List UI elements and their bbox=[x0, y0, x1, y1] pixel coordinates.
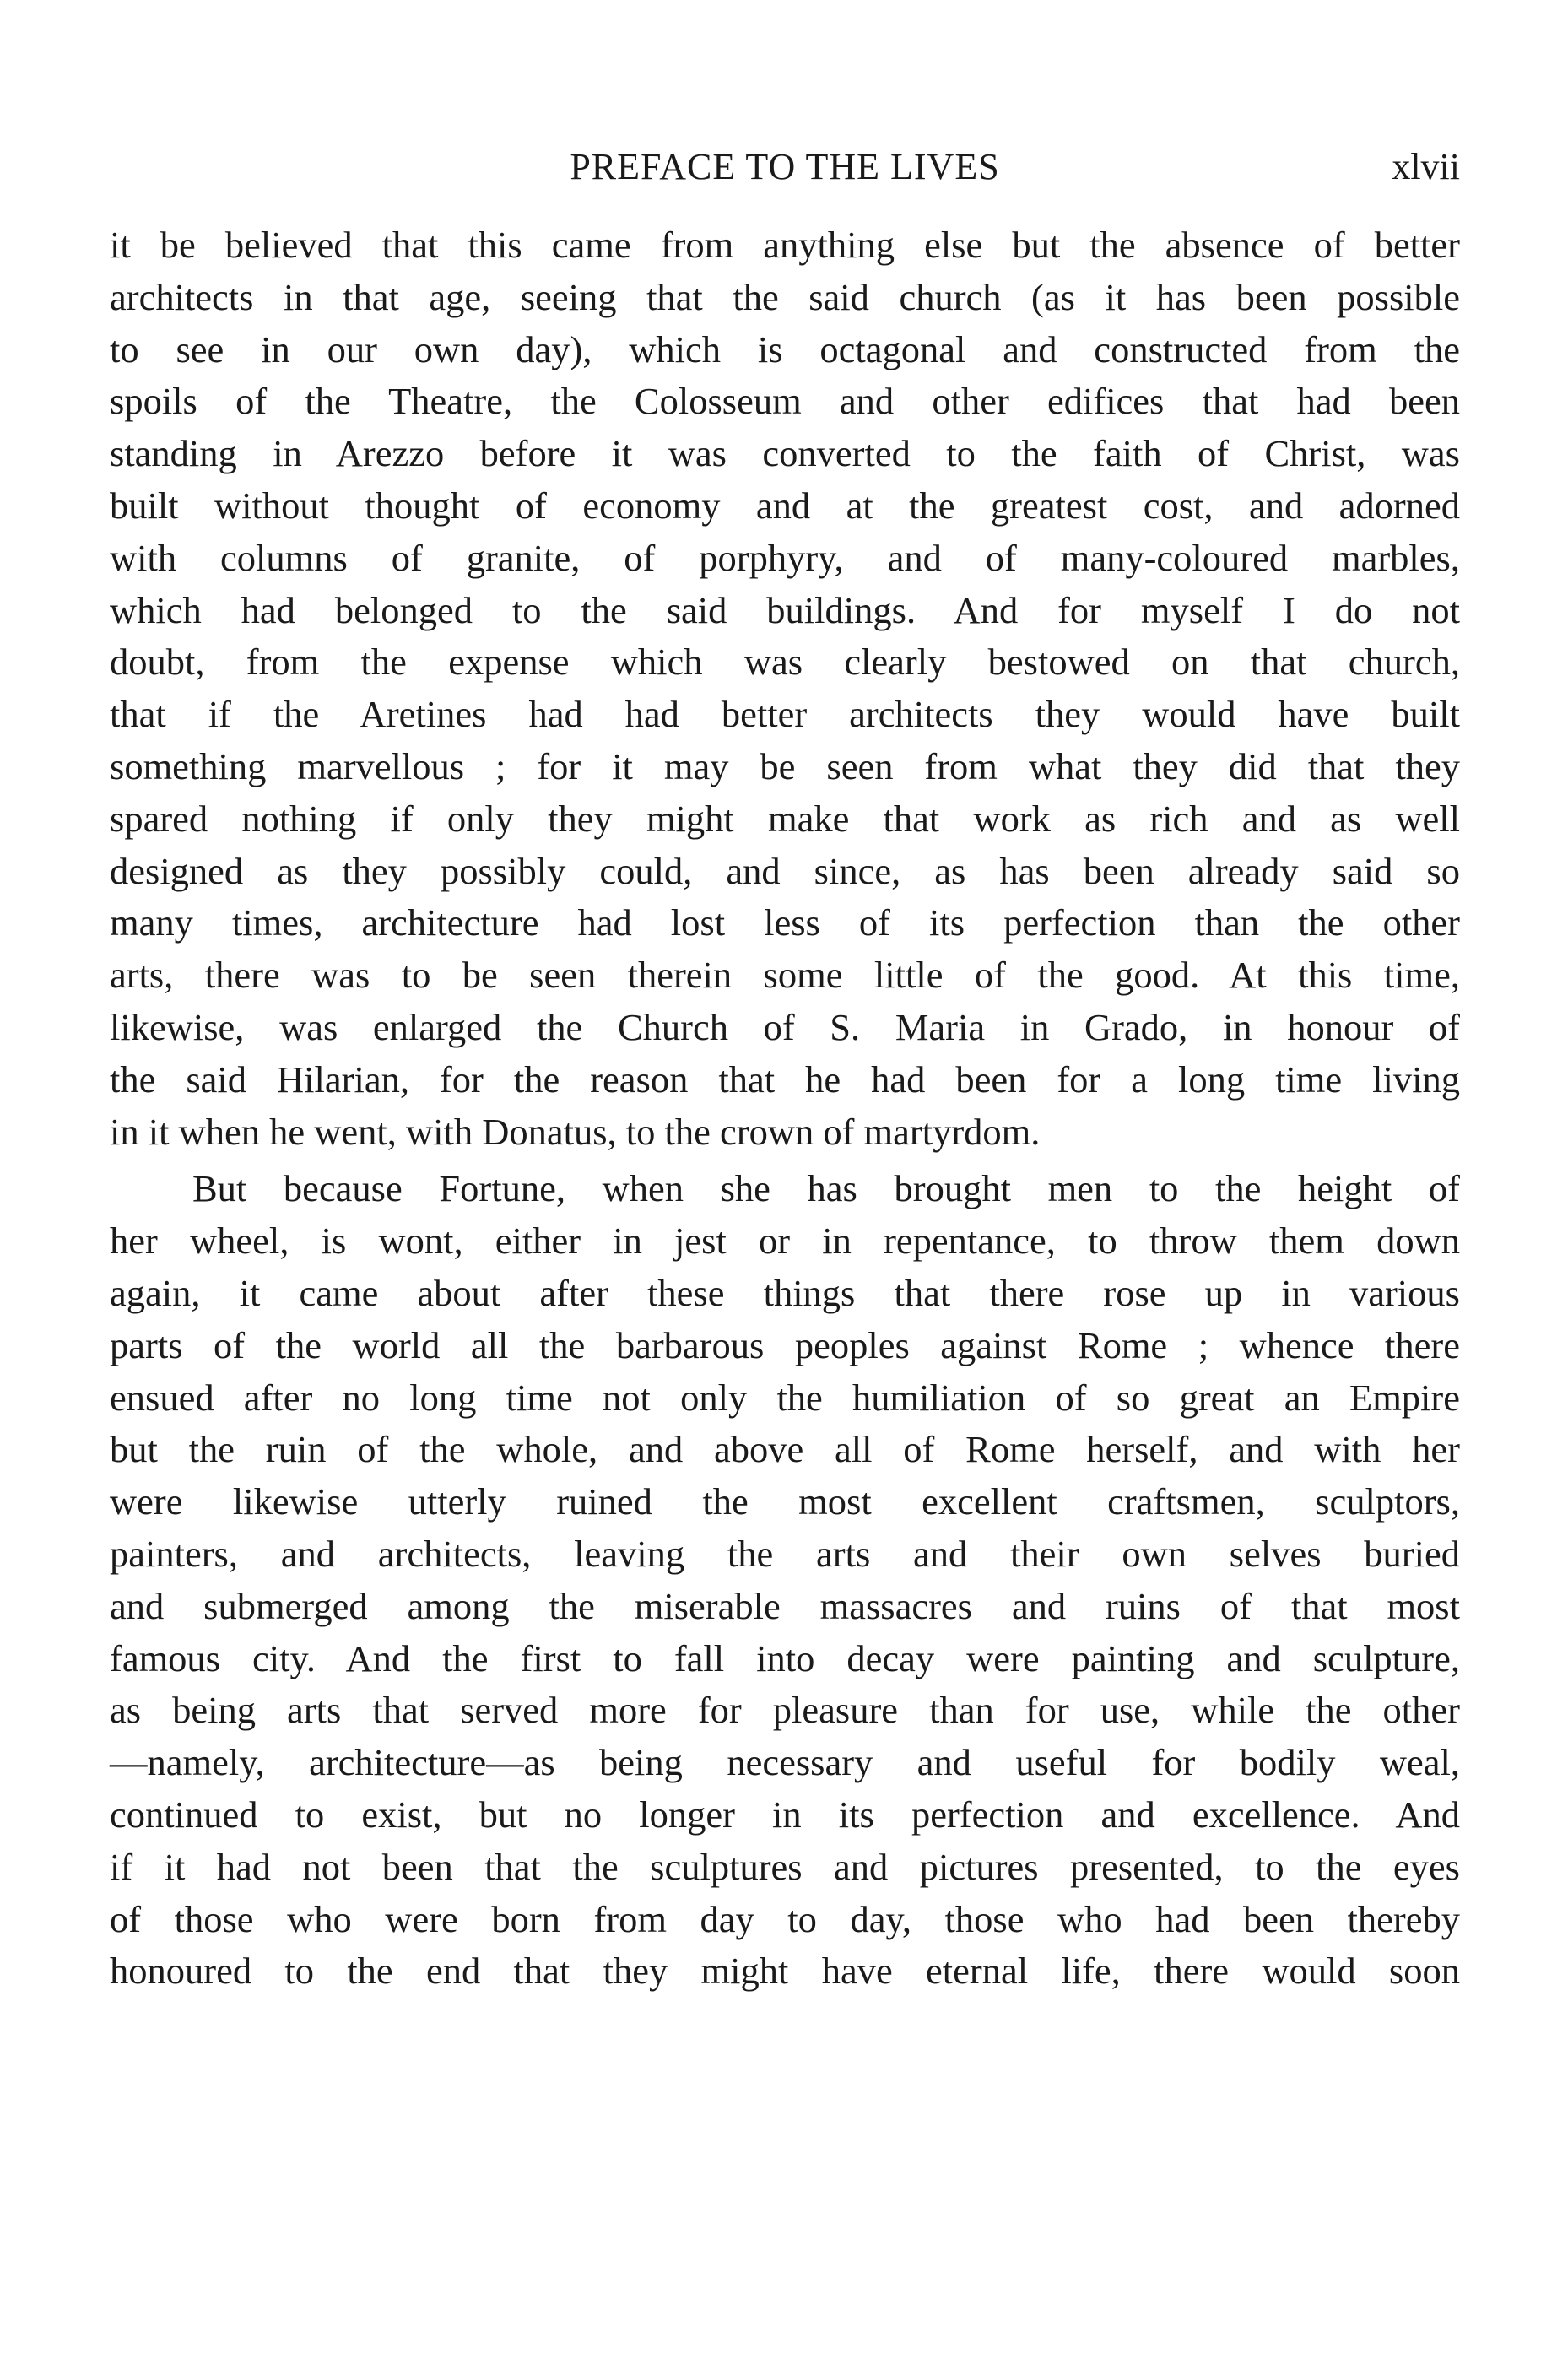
text-line: in it when he went, with Donatus, to the crown of martyrdom. bbox=[110, 1110, 1041, 1153]
text-line: arts, there was to be seen therein some little of the good. At this time, bbox=[110, 954, 1460, 997]
text-line: many times, architecture had lost less of its perfection than the other bbox=[110, 901, 1460, 944]
text-line: with columns of granite, of porphyry, and of many-coloured marbles, bbox=[110, 536, 1460, 579]
text-line: of those who were born from day to day, those who had been thereby bbox=[110, 1897, 1460, 1940]
text-line: likewise, was enlarged the Church of S. Maria in Grado, in honour of bbox=[110, 1005, 1460, 1048]
paragraph-2 bbox=[110, 1163, 1460, 1998]
text-line: which had belonged to the said buildings. And for myself I do not bbox=[110, 588, 1460, 631]
text-line: honoured to the end that they might have eternal life, there would soon bbox=[110, 1950, 1460, 1993]
text-line: and submerged among the miserable massacres and ruins of that most bbox=[110, 1584, 1460, 1627]
text-line: something marvellous ; for it may be seen from what they did that they bbox=[110, 744, 1460, 787]
text-line: if it had not been that the sculptures and pictures presented, to the eyes bbox=[110, 1845, 1460, 1888]
text-line: doubt, from the expense which was clearly bestowed on that church, bbox=[110, 641, 1460, 684]
text-line: but the ruin of the whole, and above all of Rome herself, and with her bbox=[110, 1428, 1460, 1471]
text-line: painters, and architects, leaving the arts and their own selves buried bbox=[110, 1532, 1460, 1575]
text-line: famous city. And the first to fall into decay were painting and sculpture, bbox=[110, 1636, 1460, 1679]
text-line: her wheel, is wont, either in jest or in repentance, to throw them down bbox=[110, 1220, 1460, 1263]
text-line: architects in that age, seeing that the said church (as it has been possible bbox=[110, 275, 1460, 318]
running-title: PREFACE TO THE LIVES bbox=[570, 146, 1000, 187]
text-line: —namely, architecture—as being necessary and useful for bodily weal, bbox=[110, 1741, 1460, 1784]
text-line: But because Fortune, when she has brought men to the height of bbox=[192, 1167, 1460, 1210]
text-line: as being arts that served more for pleasure than for use, while the other bbox=[110, 1689, 1460, 1732]
text-line: were likewise utterly ruined the most excellent craftsmen, sculptors, bbox=[110, 1480, 1460, 1523]
text-line: built without thought of economy and at the greatest cost, and adorned bbox=[110, 484, 1460, 527]
text-line: ensued after no long time not only the humiliation of so great an Empire bbox=[110, 1376, 1460, 1419]
text-line: continued to exist, but no longer in its perfection and excellence. And bbox=[110, 1793, 1460, 1836]
text-line: spoils of the Theatre, the Colosseum and other edifices that had been bbox=[110, 380, 1460, 423]
text-line: spared nothing if only they might make that work as rich and as well bbox=[110, 797, 1460, 840]
paragraph-1 bbox=[110, 219, 1460, 1158]
text-line: the said Hilarian, for the reason that he had been for a long time living bbox=[110, 1057, 1460, 1101]
page-header bbox=[110, 145, 1460, 196]
page-number: xlvii bbox=[1392, 146, 1460, 187]
text-line: again, it came about after these things that there rose up in various bbox=[110, 1271, 1460, 1314]
body-text bbox=[110, 219, 1460, 1998]
text-line: to see in our own day), which is octagonal and constructed from the bbox=[110, 327, 1460, 370]
text-line: that if the Aretines had had better architects they would have built bbox=[110, 693, 1460, 736]
text-line: standing in Arezzo before it was converted to the faith of Christ, was bbox=[110, 432, 1460, 475]
text-line: parts of the world all the barbarous peoples against Rome ; whence there bbox=[110, 1323, 1460, 1366]
text-line: it be believed that this came from anything else but the absence of better bbox=[110, 224, 1460, 266]
text-line: designed as they possibly could, and since, as has been already said so bbox=[110, 849, 1460, 892]
